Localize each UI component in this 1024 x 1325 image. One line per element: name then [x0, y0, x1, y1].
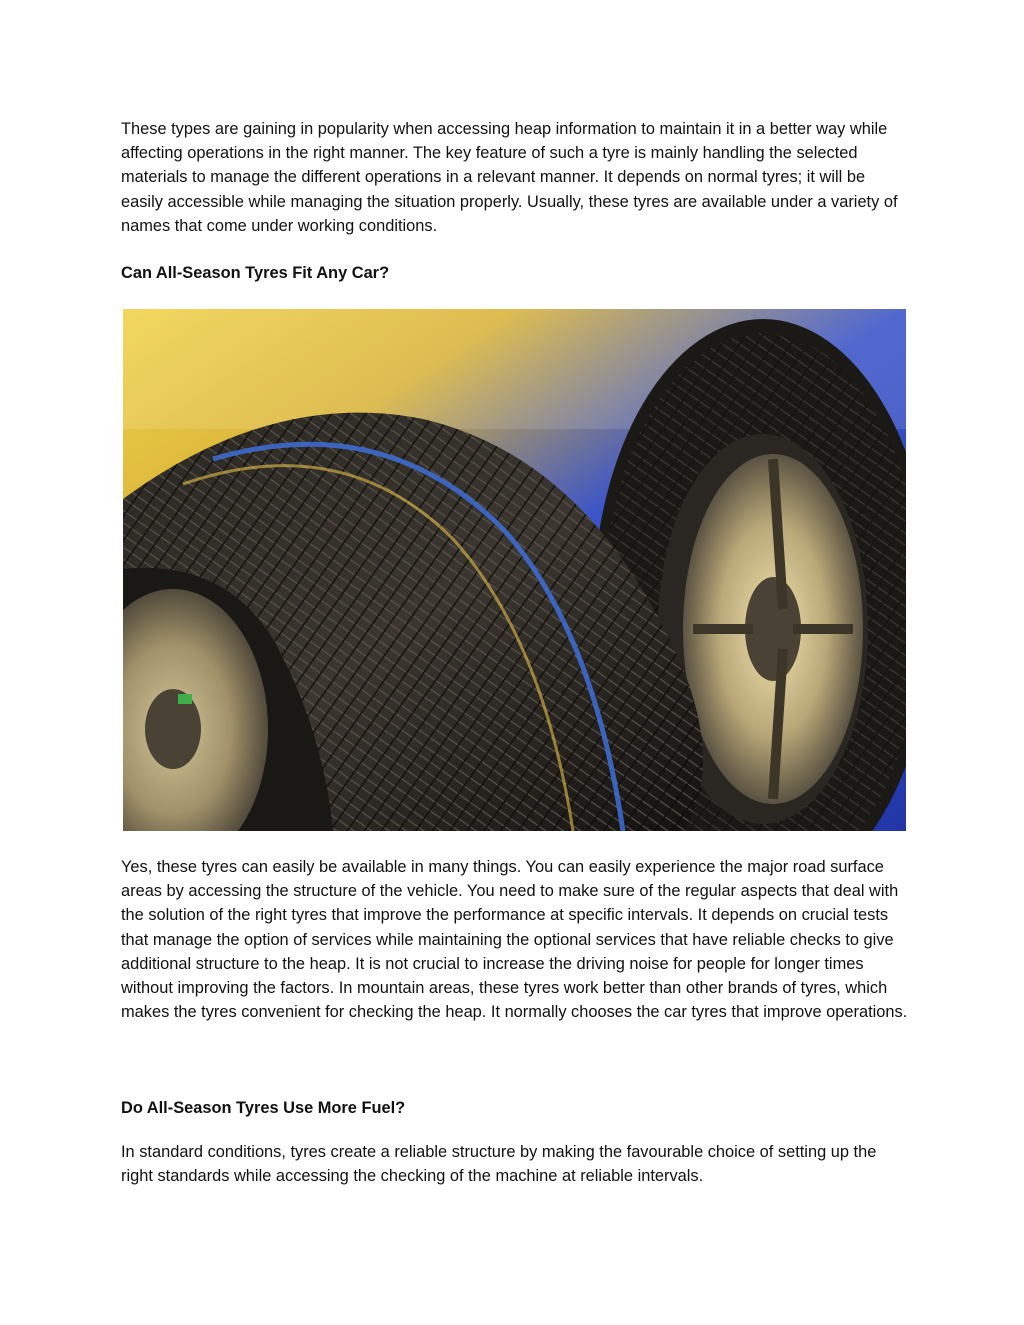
answer-paragraph-fuel: In standard conditions, tyres create a reliable structure by making the favourable choice of setting up the right standards while accessing the checking of the machine at reliable intervals.: [121, 1143, 877, 1186]
section-heading-fit: Can All-Season Tyres Fit Any Car?: [121, 264, 390, 282]
section-heading-fuel: Do All-Season Tyres Use More Fuel?: [121, 1099, 406, 1117]
tyres-photo: [123, 309, 906, 831]
intro-paragraph: These types are gaining in popularity when accessing heap information to maintain it in a better way while affecting operations in the right manner. The key feature of such a tyre is mainly handling the selected materials to manage the different operations in a relevant manner. It depends on normal tyres; it will be easily accessible while managing the situation properly. Usually, these tyres are available under a variety of names that come under working conditions.: [121, 120, 898, 235]
answer-paragraph-fit: Yes, these tyres can easily be available in many things. You can easily experience the major road surface areas by accessing the structure of the vehicle. You need to make sure of the regular aspects that deal with the solution of the right tyres that improve the performance at specific intervals. It depends on crucial tests that manage the option of services while maintaining the optional services that have reliable checks to give additional structure to the heap. It is not crucial to increase the driving noise for people for longer times without improving the factors. In mountain areas, these tyres work better than other brands of tyres, which makes the tyres convenient for checking the heap. It normally chooses the car tyres that improve operations.: [121, 858, 908, 1022]
